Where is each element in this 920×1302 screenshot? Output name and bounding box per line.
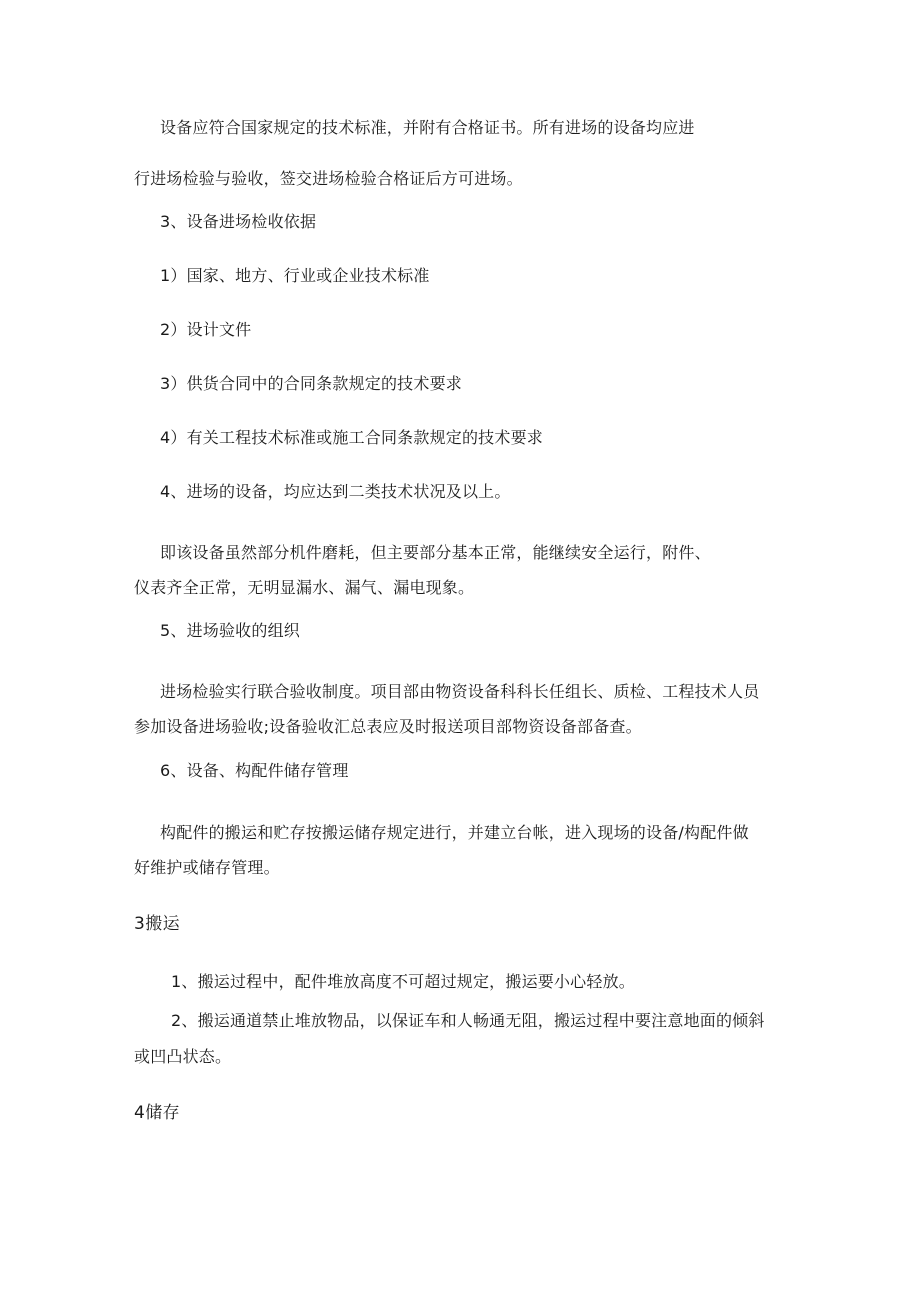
- list-item: 2、搬运通道禁止堆放物品，以保证车和人畅通无阻，搬运过程中要注意地面的倾斜: [171, 1011, 765, 1030]
- section-heading: 4储存: [134, 1103, 181, 1123]
- paragraph-line: 即该设备虽然部分机件磨耗，但主要部分基本正常，能继续安全运行，附件、: [160, 543, 711, 562]
- paragraph-line: 或凹凸状态。: [134, 1047, 232, 1066]
- section-heading: 3搬运: [134, 914, 181, 934]
- list-item: 3）供货合同中的合同条款规定的技术要求: [160, 374, 462, 393]
- list-heading: 3、设备进场检收依据: [160, 212, 317, 231]
- list-item: 1、搬运过程中，配件堆放高度不可超过规定，搬运要小心轻放。: [171, 972, 635, 991]
- list-heading: 6、设备、构配件储存管理: [160, 761, 349, 780]
- list-heading: 4、进场的设备，均应达到二类技术状况及以上。: [160, 482, 511, 501]
- paragraph-line: 进场检验实行联合验收制度。项目部由物资设备科科长任组长、质检、工程技术人员: [160, 682, 760, 701]
- list-heading: 5、进场验收的组织: [160, 621, 300, 640]
- paragraph-line: 参加设备进场验收;设备验收汇总表应及时报送项目部物资设备部备查。: [134, 717, 642, 736]
- paragraph-line: 行进场检验与验收，签交进场检验合格证后方可进场。: [134, 169, 523, 188]
- paragraph-line: 仪表齐全正常，无明显漏水、漏气、漏电现象。: [134, 578, 475, 597]
- list-item: 2）设计文件: [160, 320, 252, 339]
- paragraph-line: 构配件的搬运和贮存按搬运储存规定进行，并建立台帐，进入现场的设备/构配件做: [160, 823, 749, 842]
- list-item: 4）有关工程技术标准或施工合同条款规定的技术要求: [160, 428, 543, 447]
- paragraph-line: 好维护或储存管理。: [134, 858, 280, 877]
- list-item: 1）国家、地方、行业或企业技术标准: [160, 266, 430, 285]
- paragraph-line: 设备应符合国家规定的技术标准，并附有合格证书。所有进场的设备均应进: [160, 118, 695, 137]
